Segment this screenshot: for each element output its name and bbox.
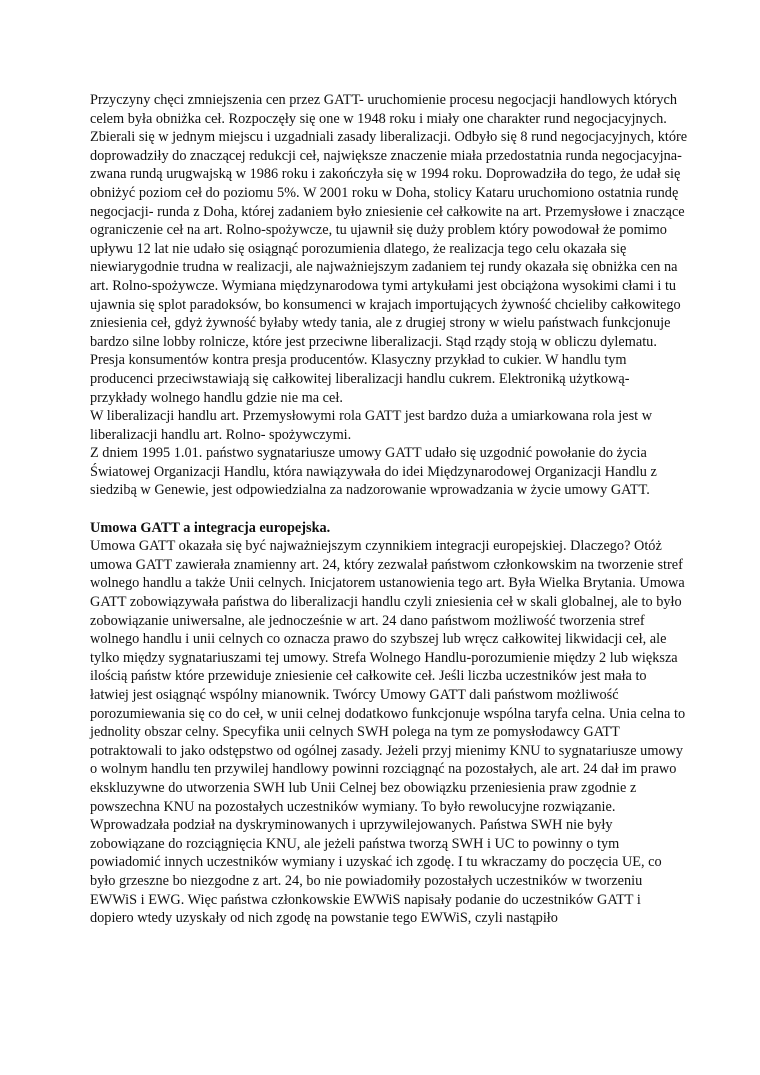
paragraph-wto-establishment: Z dniem 1995 1.01. państwo sygnatariusze umowy GATT udało się uzgodnić powołanie do życia Światowej Organizacji Handlu, która nawiązywała do idei Międzynarodowej Organizacji Handlu z siedzibą w Genewie, jest odpowiedzialna za nadzorowanie wprowadzania w życie umowy GATT. bbox=[90, 445, 657, 499]
document-page bbox=[90, 91, 688, 928]
paragraph-european-integration: Umowa GATT okazała się być najważniejszym czynnikiem integracji europejskiej. Dlaczego? Otóż umowa GATT zawierała znamienny art. 24, który zezwalał państwom członkowskim na tworzenie stref wolnego handlu a także Unii celnych. Inicjatorem ustanowienia tego art. Była Wielka Brytania. Umowa GATT zobowiązywała państwa do liberalizacji handlu czyli zniesienia ceł w skali globalnej, ale to było zobowiązanie uniwersalne, ale jednocześnie w art. 24 dano państwom możliwość tworzenia stref wolnego handlu i unii celnych co oznacza prawo do szybszej lub wręcz całkowitej likwidacji ceł, ale tylko między sygnatariuszami tej umowy. Strefa Wolnego Handlu-porozumienie między 2 lub większa ilością państw które przewiduje zniesienie ceł całkowite ceł. Jeśli liczba uczestników jest mała to łatwiej jest osiągnąć wspólny mianownik. Twórcy Umowy GATT dali państwom możliwość porozumiewania się co do ceł, w unii celnej dodatkowo funkcjonuje wspólna taryfa celna. Unia celna to jednolity obszar celny. Specyfika unii celnych SWH polega na tym ze pomysłodawcy GATT potraktowali to jako odstępstwo od ogólnej zasady. Jeżeli przyj mienimy KNU to sygnatariusze umowy o wolnym handlu ten przywilej handlowy powinni rozciągnąć na pozostałych, ale art. 24 dał im prawo ekskluzywne do utworzenia SWH lub Unii Celnej bez obowiązku przeniesienia praw zgodnie z powszechna KNU na pozostałych uczestników wymiany. To było rewolucyjne rozwiązanie. Wprowadzała podział na dyskryminowanych i uprzywilejowanych. Państwa SWH nie były zobowiązane do rozciągnięcia KNU, ale jeżeli państwa tworzą SWH i UC to powinny o tym powiadomić innych uczestników wymiany i uzyskać ich zgodę. I tu wkraczamy do poczęcia UE, co było grzeszne bo niezgodne z art. 24, bo nie powiadomiły pozostałych uczestników w tworzeniu EWWiS i EWG. Więc państwa członkowskie EWWiS napisały podanie do uczestników GATT i dopiero wtedy uzyskały od nich zgodę na powstanie tego EWWiS, czyli nastąpiło bbox=[90, 538, 686, 927]
section-heading: Umowa GATT a integracja europejska. bbox=[90, 519, 331, 536]
paragraph-liberalization-role: W liberalizacji handlu art. Przemysłowymi rola GATT jest bardzo duża a umiarkowana rola jest w liberalizacji handlu art. Rolno- spożywczymi. bbox=[90, 408, 653, 443]
paragraph-gatt-negotiation-rounds: Przyczyny chęci zmniejszenia cen przez GATT- uruchomienie procesu negocjacji handlowych których celem była obniżka ceł. Rozpoczęły się one w 1948 roku i miały one charakter rund negocjacyjnych. Zbierali się w jednym miejscu i uzgadniali zasady liberalizacji. Odbyło się 8 rund negocjacyjnych, które doprowadziły do znaczącej redukcji ceł, największe znaczenie miała przedostatnia runda negocjacyjna-zwana rundą urugwajską w 1986 roku i zakończyła się w 1994 roku. Doprowadziła do tego, że udał się obniżyć poziom ceł do poziomu 5%. W 2001 roku w Doha, stolicy Kataru uruchomiono ostatnia rundę negocjacji- runda z Doha, której zadaniem było zniesienie ceł całkowite na art. Przemysłowe i znaczące ograniczenie ceł na art. Rolno-spożywcze, tu ujawnił się duży problem który powodował że pomimo upływu 12 lat nie udało się osiągnąć porozumienia dlatego, że realizacja tego celu okazała się niewiarygodnie trudna w realizacji, ale najważniejszym zadaniem tej rundy okazała się obniżka cen na art. Rolno-spożywcze. Wymiana międzynarodowa tymi artykułami jest obciążona wysokimi cłami i tu ujawnia się splot paradoksów, bo konsumenci w krajach importujących żywność chcieliby całkowitego zniesienia ceł, gdyż żywność byłaby wtedy tania, ale z drugiej strony w wielu państwach funkcjonuje bardzo silne lobby rolnicze, które jest przeciwne liberalizacji. Stąd rządy stoją w obliczu dylematu. Presja konsumentów kontra presja producentów. Klasyczny przykład to cukier. W handlu tym producenci przeciwstawiają się całkowitej liberalizacji handlu cukrem. Elektroniką użytkową- przykłady wolnego handlu gdzie nie ma ceł. bbox=[90, 92, 688, 406]
